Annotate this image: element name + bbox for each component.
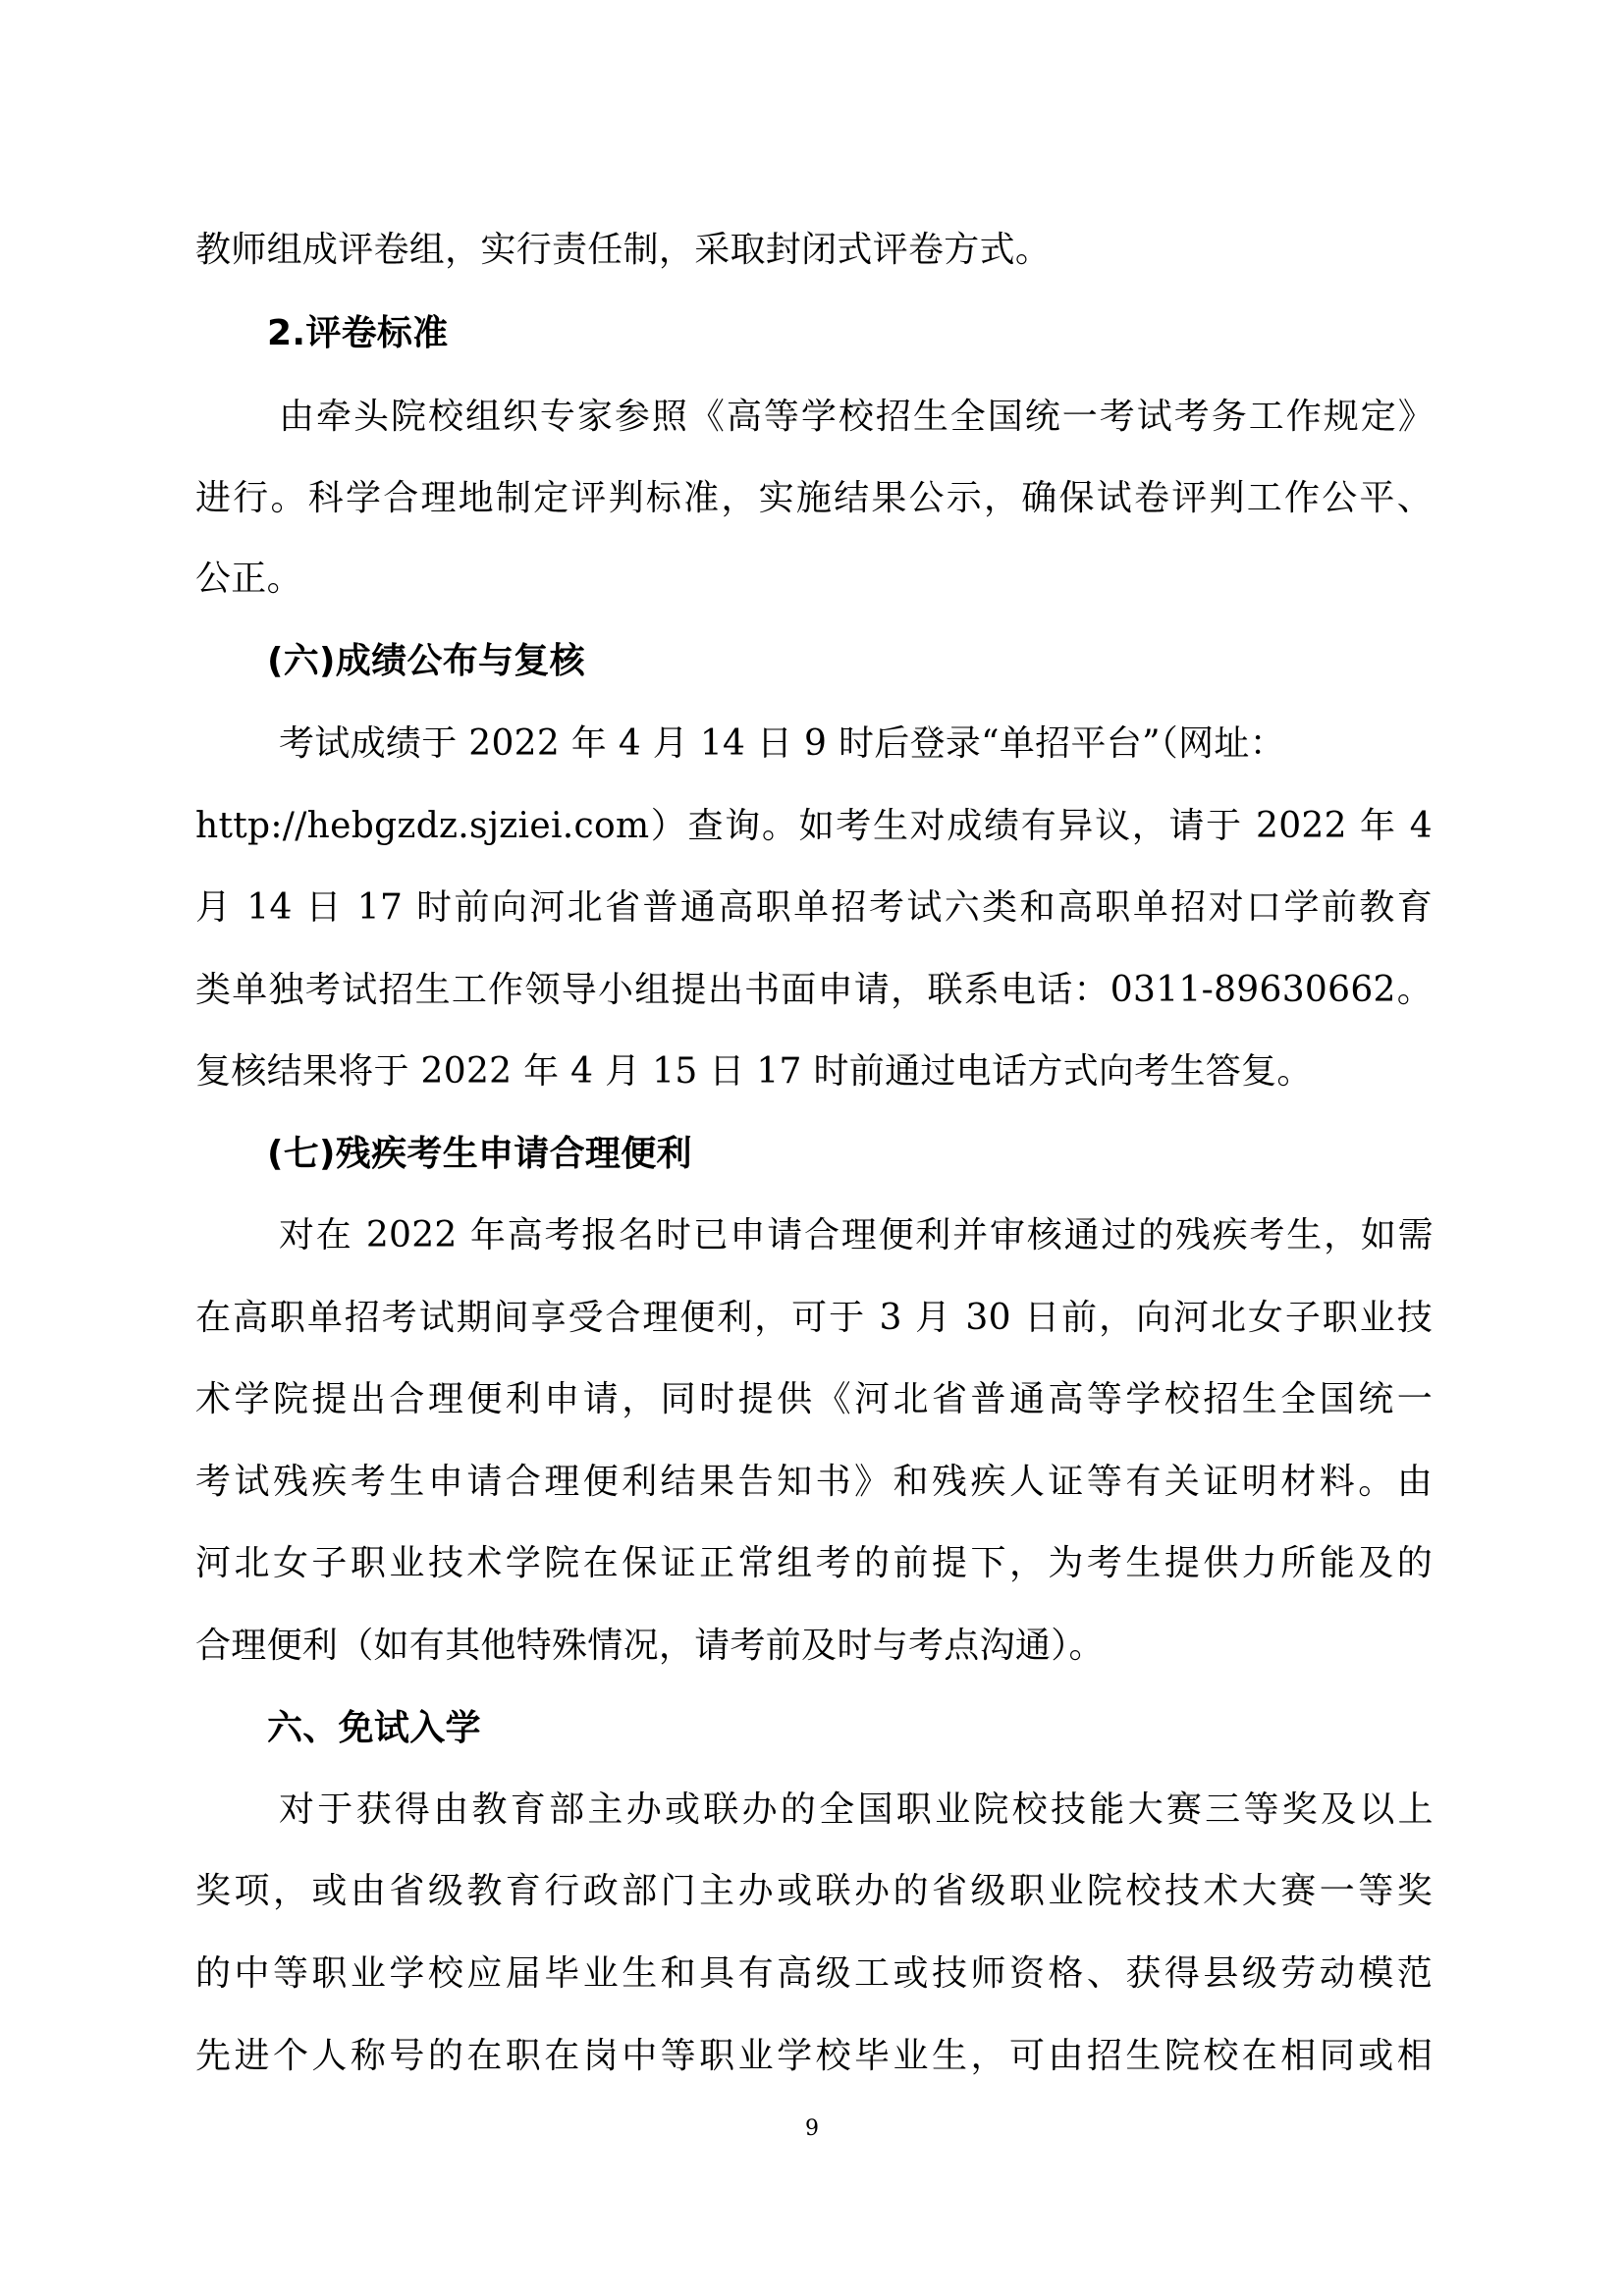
page-number: 9	[805, 2116, 819, 2141]
paragraph-line: 教师组成评卷组，实行责任制，采取封闭式评卷方式。	[195, 230, 1052, 270]
paragraph-line: 月 14 日 17 时前向河北省普通高职单招考试六类和高职单招对口学前教育	[195, 887, 1433, 928]
section-heading: (七)残疾考生申请合理便利	[267, 1134, 692, 1174]
paragraph-line: 考试成绩于 2022 年 4 月 14 日 9 时后登录“单招平台”（网址：	[279, 723, 1285, 764]
paragraph-line: 考试残疾考生申请合理便利结果告知书》和残疾人证等有关证明材料。由	[195, 1462, 1433, 1502]
paragraph-line: 河北女子职业技术学院在保证正常组考的前提下，为考生提供力所能及的	[195, 1543, 1433, 1583]
paragraph-line: 进行。科学合理地制定评判标准，实施结果公示，确保试卷评判工作公平、	[195, 478, 1433, 518]
paragraph-line: 对于获得由教育部主办或联办的全国职业院校技能大赛三等奖及以上	[279, 1789, 1434, 1830]
paragraph-line: 合理便利（如有其他特殊情况，请考前及时与考点沟通）。	[195, 1626, 1105, 1666]
paragraph-line: 公正。	[195, 559, 302, 599]
paragraph-line: 复核结果将于 2022 年 4 月 15 日 17 时前通过电话方式向考生答复。	[195, 1051, 1313, 1092]
section-heading: (六)成绩公布与复核	[267, 641, 585, 681]
paragraph-line: 由牵头院校组织专家参照《高等学校招生全国统一考试考务工作规定》	[279, 397, 1434, 437]
paragraph-line: 奖项，或由省级教育行政部门主办或联办的省级职业院校技术大赛一等奖	[195, 1871, 1433, 1911]
paragraph-line: 对在 2022 年高考报名时已申请合理便利并审核通过的残疾考生，如需	[279, 1215, 1434, 1255]
paragraph-line: http://hebgzdz.sjziei.com）查询。如考生对成绩有异议，请于 2022 年 4	[195, 806, 1433, 846]
section-heading: 六、免试入学	[267, 1708, 481, 1748]
section-heading: 2.评卷标准	[267, 313, 449, 353]
paragraph-line: 在高职单招考试期间享受合理便利，可于 3 月 30 日前，向河北女子职业技	[195, 1298, 1433, 1338]
paragraph-line: 术学院提出合理便利申请，同时提供《河北省普通高等学校招生全国统一	[195, 1379, 1433, 1419]
paragraph-line: 类单独考试招生工作领导小组提出书面申请，联系电话：0311-89630662。	[195, 970, 1433, 1010]
paragraph-line: 先进个人称号的在职在岗中等职业学校毕业生，可由招生院校在相同或相	[195, 2036, 1433, 2076]
paragraph-line: 的中等职业学校应届毕业生和具有高级工或技师资格、获得县级劳动模范	[195, 1953, 1433, 1994]
